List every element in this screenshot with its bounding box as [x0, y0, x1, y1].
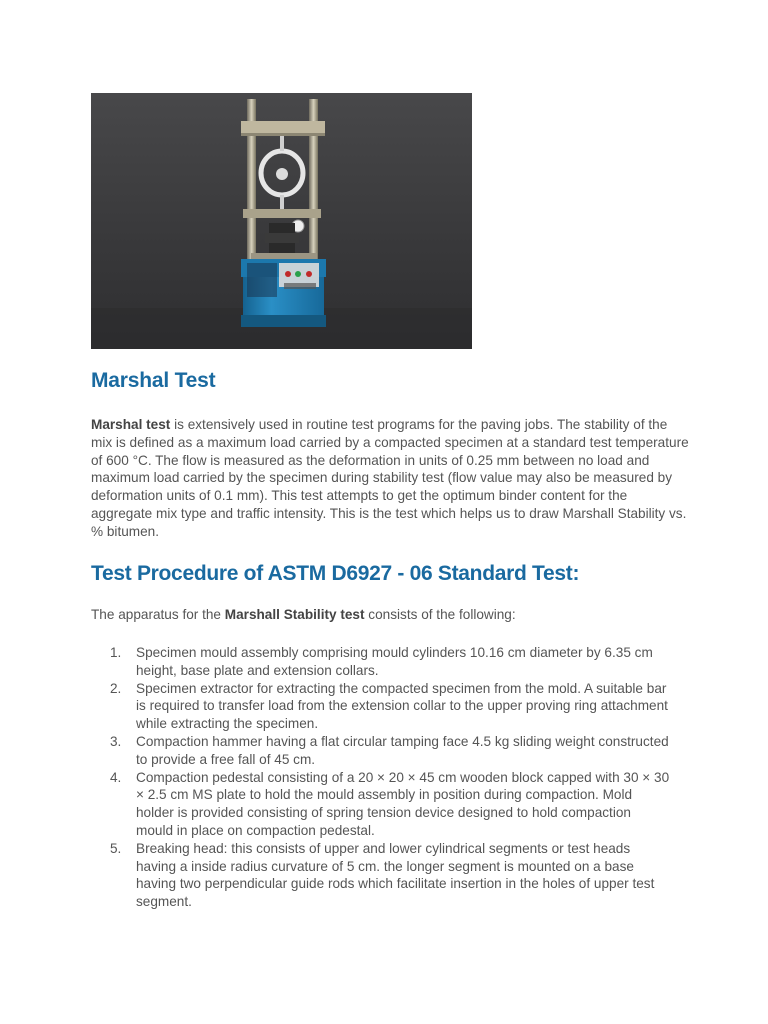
intro-text: is extensively used in routine test programs for the paving jobs. The stability of the mix is defined as a maximum load carried by a compacted specimen at a standard test temperature of 600 °C. The flow is measured as the deformation in units of 0.25 mm between no load and maximum load carried by the specimen during stability test (flow value may also be measured by deformation units of 0.1 mm). This test attempts to get the optimum binder content for the aggregate mix type and traffic intensity. This is the test which helps us to draw Marshall Stability vs. % bitumen.	[91, 417, 689, 539]
list-item-text: Compaction pedestal consisting of a 20 × 20 × 45 cm wooden block capped with 30 × 30 × 2.5 cm MS plate to hold the mould assembly in position during compaction. Mold holder is provided consisting of spring tension device designed to hold compaction mould in place on compaction pedestal.	[136, 769, 670, 838]
list-item-number: 1.	[110, 645, 122, 660]
list-item-number: 4.	[110, 769, 122, 785]
list-item	[91, 840, 671, 911]
red-control-button	[285, 271, 291, 277]
section-heading-test-procedure: Test Procedure of ASTM D6927 - 06 Standard Test:	[91, 562, 580, 585]
list-item-number: 2.	[110, 680, 122, 696]
apparatus-list	[91, 644, 671, 911]
list-item-number: 5.	[110, 840, 122, 856]
list-item	[91, 680, 671, 733]
apparatus-text-before: The apparatus for the	[91, 607, 225, 622]
apparatus-text-after: consists of the following:	[364, 607, 516, 622]
list-item-text: Specimen extractor for extracting the compacted specimen from the mold. A suitable bar is required to transfer load from the extension collar to the upper proving ring attachment while extracting the specimen.	[136, 680, 668, 732]
apparatus-paragraph	[91, 606, 691, 624]
marshall-apparatus-photo	[91, 93, 472, 349]
list-item-text: Breaking head: this consists of upper and lower cylindrical segments or test heads having a inside radius curvature of 5 cm. the longer segment is mounted on a base having two perpendicular guide rods which facilitate insertion in the holes of upper test segment.	[136, 840, 655, 910]
section-heading-marshal-test: Marshal Test	[91, 369, 216, 392]
red-control-button	[306, 271, 312, 277]
green-control-button	[295, 271, 301, 277]
intro-paragraph	[91, 416, 691, 541]
apparatus-bold-term: Marshall Stability test	[224, 607, 365, 622]
list-item	[91, 644, 671, 680]
list-item-number: 3.	[110, 733, 122, 749]
intro-bold-term: Marshal test	[91, 417, 171, 432]
list-item-text: Specimen mould assembly comprising mould cylinders 10.16 cm diameter by 6.35 cm height, base plate and extension collars.	[136, 645, 653, 678]
list-item	[91, 769, 671, 840]
list-item-text: Compaction hammer having a flat circular tamping face 4.5 kg sliding weight constructed to provide a free fall of 45 cm.	[136, 733, 669, 767]
list-item	[91, 733, 671, 769]
